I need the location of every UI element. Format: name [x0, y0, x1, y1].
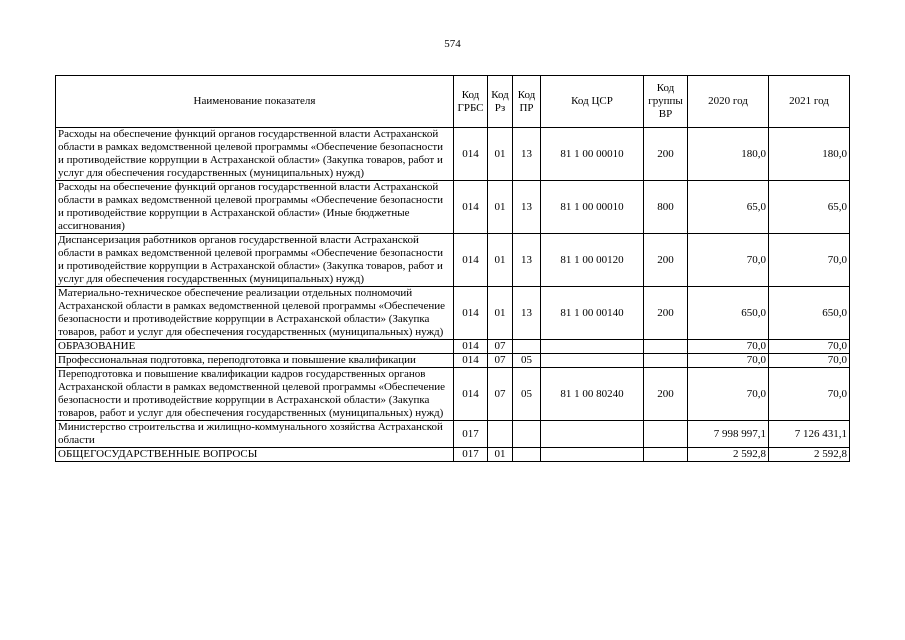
row-pr-cell: 13 — [513, 234, 541, 287]
row-csr-cell: 81 1 00 00140 — [541, 287, 644, 340]
row-pr-cell: 13 — [513, 287, 541, 340]
row-name-cell: Переподготовка и повышение квалификации кадров государственных органов Астраханской области в рамках ведомственной целевой программы «Обеспечение безопасности и противодействие коррупции в Астраханской области» (Закупка товаров, работ и услуг для обеспечения государственных (муниципальных) нужд) — [56, 368, 454, 421]
row-name-cell: Профессиональная подготовка, переподготовка и повышение квалификации — [56, 354, 454, 368]
row-rz-cell: 01 — [488, 234, 513, 287]
row-2020-cell: 70,0 — [688, 368, 769, 421]
row-pr-cell — [513, 421, 541, 448]
row-rz-cell — [488, 421, 513, 448]
row-csr-cell: 81 1 00 00120 — [541, 234, 644, 287]
row-grbs-cell: 014 — [454, 128, 488, 181]
row-name-cell: ОБРАЗОВАНИЕ — [56, 340, 454, 354]
row-2021-cell: 650,0 — [769, 287, 850, 340]
row-vr-cell — [644, 354, 688, 368]
table-row — [56, 340, 850, 354]
page-number: 574 — [444, 38, 461, 50]
row-vr-cell — [644, 421, 688, 448]
table-row — [56, 234, 850, 287]
row-2020-cell: 70,0 — [688, 234, 769, 287]
header-grbs: Код ГРБС — [454, 76, 488, 128]
row-pr-cell: 05 — [513, 368, 541, 421]
table-row — [56, 421, 850, 448]
row-vr-cell: 200 — [644, 368, 688, 421]
table-row — [56, 368, 850, 421]
row-csr-cell — [541, 421, 644, 448]
row-rz-cell: 01 — [488, 287, 513, 340]
row-name-cell: Министерство строительства и жилищно-коммунального хозяйства Астраханской области — [56, 421, 454, 448]
row-vr-cell: 200 — [644, 287, 688, 340]
row-csr-cell: 81 1 00 00010 — [541, 128, 644, 181]
row-csr-cell: 81 1 00 00010 — [541, 181, 644, 234]
row-csr-cell — [541, 340, 644, 354]
row-name-cell: Материально-техническое обеспечение реализации отдельных полномочий Астраханской области в рамках ведомственной целевой программы «Обеспечение безопасности и противодействие коррупции в Астраханской области» (Закупка товаров, работ и услуг для обеспечения государственных (муниципальных) нужд) — [56, 287, 454, 340]
header-rz: Код Рз — [488, 76, 513, 128]
row-vr-cell: 200 — [644, 234, 688, 287]
row-name-cell: Расходы на обеспечение функций органов государственной власти Астраханской области в рамках ведомственной целевой программы «Обеспечение безопасности и противодействие коррупции в Астраханской области» (Закупка товаров, работ и услуг для обеспечения государственных (муниципальных) нужд) — [56, 128, 454, 181]
row-rz-cell: 07 — [488, 354, 513, 368]
table-row — [56, 354, 850, 368]
row-grbs-cell: 014 — [454, 368, 488, 421]
row-grbs-cell: 014 — [454, 234, 488, 287]
row-grbs-cell: 014 — [454, 340, 488, 354]
row-rz-cell: 07 — [488, 368, 513, 421]
row-2020-cell: 70,0 — [688, 340, 769, 354]
row-csr-cell: 81 1 00 80240 — [541, 368, 644, 421]
row-vr-cell: 200 — [644, 128, 688, 181]
row-name-cell: Диспансеризация работников органов государственной власти Астраханской области в рамках ведомственной целевой программы «Обеспечение безопасности и противодействие коррупции в Астраханской области» (Закупка товаров, работ и услуг для обеспечения государственных (муниципальных) нужд) — [56, 234, 454, 287]
row-pr-cell — [513, 448, 541, 462]
table-row — [56, 128, 850, 181]
row-pr-cell — [513, 340, 541, 354]
budget-table — [55, 75, 850, 462]
row-2021-cell: 2 592,8 — [769, 448, 850, 462]
header-name: Наименование показателя — [56, 76, 454, 128]
row-2020-cell: 180,0 — [688, 128, 769, 181]
row-2021-cell: 7 126 431,1 — [769, 421, 850, 448]
row-2020-cell: 7 998 997,1 — [688, 421, 769, 448]
row-grbs-cell: 014 — [454, 354, 488, 368]
row-name-cell: ОБЩЕГОСУДАРСТВЕННЫЕ ВОПРОСЫ — [56, 448, 454, 462]
header-vr: Код группы ВР — [644, 76, 688, 128]
row-name-cell: Расходы на обеспечение функций органов государственной власти Астраханской области в рамках ведомственной целевой программы «Обеспечение безопасности и противодействие коррупции в Астраханской области» (Иные бюджетные ассигнования) — [56, 181, 454, 234]
header-pr: Код ПР — [513, 76, 541, 128]
row-2021-cell: 70,0 — [769, 354, 850, 368]
row-rz-cell: 01 — [488, 448, 513, 462]
table-row — [56, 448, 850, 462]
row-csr-cell — [541, 448, 644, 462]
row-grbs-cell: 014 — [454, 287, 488, 340]
row-vr-cell — [644, 448, 688, 462]
row-2020-cell: 2 592,8 — [688, 448, 769, 462]
table-row — [56, 287, 850, 340]
row-2020-cell: 650,0 — [688, 287, 769, 340]
row-rz-cell: 07 — [488, 340, 513, 354]
row-2021-cell: 65,0 — [769, 181, 850, 234]
row-vr-cell: 800 — [644, 181, 688, 234]
row-2021-cell: 70,0 — [769, 368, 850, 421]
row-grbs-cell: 017 — [454, 421, 488, 448]
row-grbs-cell: 017 — [454, 448, 488, 462]
row-pr-cell: 13 — [513, 181, 541, 234]
row-csr-cell — [541, 354, 644, 368]
header-csr: Код ЦСР — [541, 76, 644, 128]
row-2021-cell: 70,0 — [769, 234, 850, 287]
row-pr-cell: 13 — [513, 128, 541, 181]
table-row — [56, 181, 850, 234]
header-2021: 2021 год — [769, 76, 850, 128]
row-rz-cell: 01 — [488, 128, 513, 181]
row-2021-cell: 70,0 — [769, 340, 850, 354]
row-2020-cell: 70,0 — [688, 354, 769, 368]
row-vr-cell — [644, 340, 688, 354]
table-header-row — [56, 76, 850, 128]
row-2020-cell: 65,0 — [688, 181, 769, 234]
row-pr-cell: 05 — [513, 354, 541, 368]
row-grbs-cell: 014 — [454, 181, 488, 234]
header-2020: 2020 год — [688, 76, 769, 128]
row-rz-cell: 01 — [488, 181, 513, 234]
row-2021-cell: 180,0 — [769, 128, 850, 181]
